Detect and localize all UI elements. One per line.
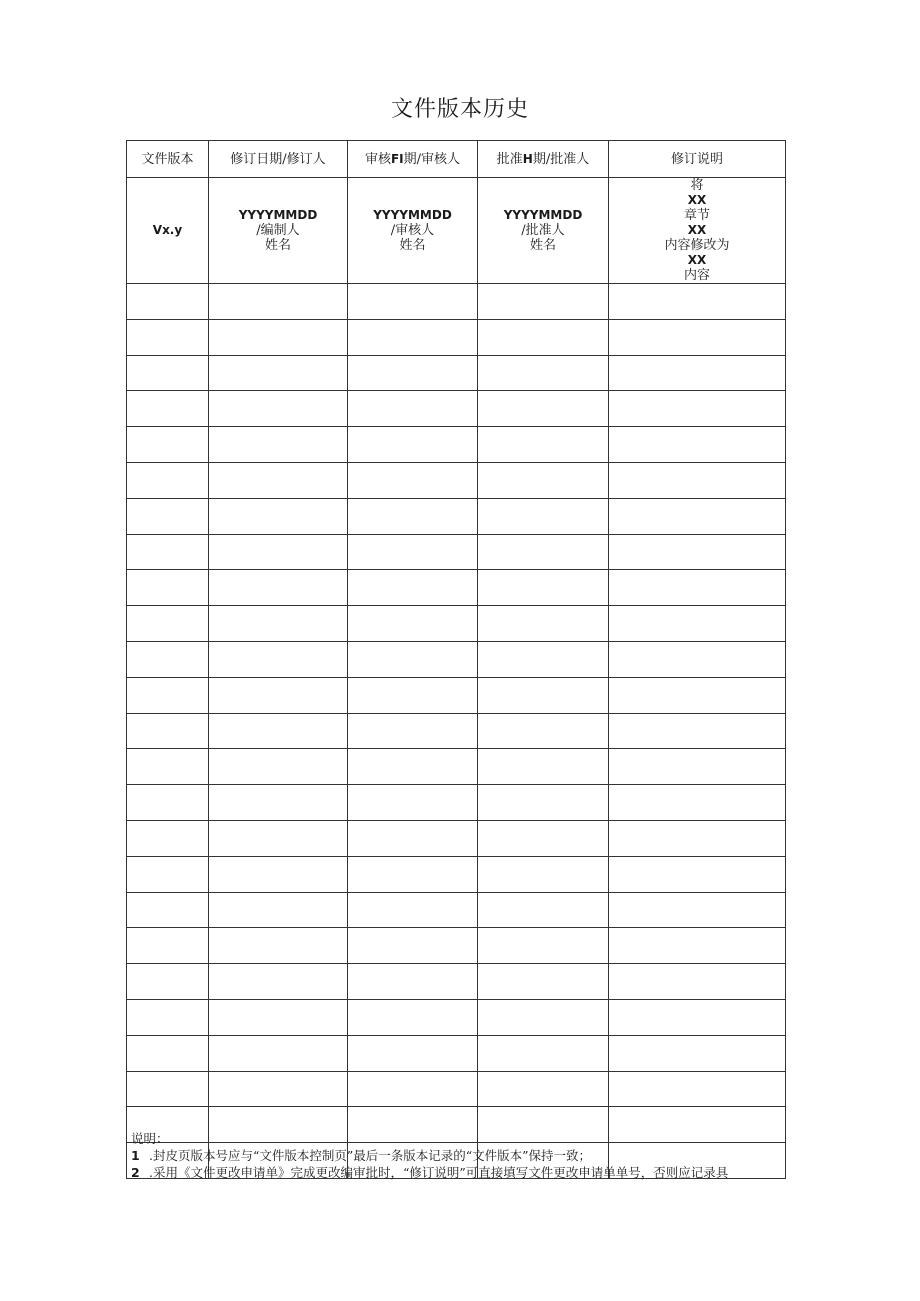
table-cell[interactable] <box>209 427 348 463</box>
table-cell[interactable] <box>609 570 786 606</box>
version-history-table <box>126 140 786 1179</box>
table-row <box>127 713 786 749</box>
table-cell[interactable] <box>209 1071 348 1107</box>
notes-label: 说明： <box>131 1131 169 1146</box>
table-cell[interactable] <box>209 606 348 642</box>
table-cell[interactable] <box>348 928 478 964</box>
table-cell[interactable] <box>348 534 478 570</box>
note-item: 2 .采用《文件更改申请单》完成更改编审批时，“修订说明”可直接填写文件更改申请单单号，否则应记录具 <box>131 1165 729 1180</box>
table-cell[interactable] <box>609 713 786 749</box>
table-cell[interactable] <box>609 677 786 713</box>
header-revise-date: 修订日期/修订人 <box>209 141 348 178</box>
notes <box>131 1130 728 1181</box>
sample-description: 将 XX 章节 XX 内容修改为 XX 内容 <box>609 178 786 284</box>
table-row <box>127 355 786 391</box>
table-cell[interactable] <box>478 928 609 964</box>
table-cell[interactable] <box>478 820 609 856</box>
table-cell[interactable] <box>209 820 348 856</box>
sample-revise: YYYYMMDD /编制人 姓名 <box>209 178 348 284</box>
table-cell[interactable] <box>348 462 478 498</box>
table-cell[interactable] <box>348 785 478 821</box>
table-row <box>127 498 786 534</box>
table-row <box>127 391 786 427</box>
table-cell[interactable] <box>348 677 478 713</box>
table-cell[interactable] <box>609 892 786 928</box>
table-cell[interactable] <box>209 498 348 534</box>
table-cell[interactable] <box>348 749 478 785</box>
table-row <box>127 785 786 821</box>
table-cell[interactable] <box>209 749 348 785</box>
table-cell[interactable] <box>348 570 478 606</box>
header-version: 文件版本 <box>127 141 209 178</box>
table-cell[interactable] <box>609 606 786 642</box>
table-cell[interactable] <box>478 498 609 534</box>
table-cell[interactable] <box>127 355 209 391</box>
table-cell[interactable] <box>609 964 786 1000</box>
table-cell[interactable] <box>348 1035 478 1071</box>
table-cell[interactable] <box>127 284 209 320</box>
table-cell[interactable] <box>478 319 609 355</box>
table-cell[interactable] <box>348 391 478 427</box>
table-cell[interactable] <box>209 391 348 427</box>
table-cell[interactable] <box>127 677 209 713</box>
table-cell[interactable] <box>478 999 609 1035</box>
sample-review: YYYYMMDD /审核人 姓名 <box>348 178 478 284</box>
table-cell[interactable] <box>209 319 348 355</box>
table-cell[interactable] <box>609 1071 786 1107</box>
table-cell[interactable] <box>609 284 786 320</box>
table-cell[interactable] <box>348 284 478 320</box>
table-row <box>127 641 786 677</box>
page-title: 文件版本历史 <box>390 97 529 122</box>
table-cell[interactable] <box>609 1035 786 1071</box>
table-cell[interactable] <box>609 785 786 821</box>
table-cell[interactable] <box>348 641 478 677</box>
table-cell[interactable] <box>348 999 478 1035</box>
table-cell[interactable] <box>127 534 209 570</box>
table-cell[interactable] <box>127 570 209 606</box>
table-cell[interactable] <box>209 462 348 498</box>
table-row <box>127 570 786 606</box>
table-cell[interactable] <box>209 570 348 606</box>
note-item: 1 .封皮页版本号应与“文件版本控制页”最后一条版本记录的“文件版本”保持一致； <box>131 1148 592 1163</box>
table-cell[interactable] <box>127 1035 209 1071</box>
table-cell[interactable] <box>478 355 609 391</box>
table-cell[interactable] <box>127 319 209 355</box>
table-cell[interactable] <box>609 820 786 856</box>
table-cell[interactable] <box>127 713 209 749</box>
table-cell[interactable] <box>127 856 209 892</box>
header-description: 修订说明 <box>609 141 786 178</box>
table-cell[interactable] <box>127 427 209 463</box>
table-cell[interactable] <box>609 534 786 570</box>
table-row <box>127 820 786 856</box>
table-cell[interactable] <box>348 964 478 1000</box>
table-cell[interactable] <box>609 856 786 892</box>
table-row <box>127 1071 786 1107</box>
table-cell[interactable] <box>348 820 478 856</box>
table-cell[interactable] <box>209 713 348 749</box>
header-row <box>127 141 786 178</box>
table-cell[interactable] <box>127 749 209 785</box>
table-cell[interactable] <box>478 606 609 642</box>
table-row <box>127 892 786 928</box>
table-cell[interactable] <box>609 462 786 498</box>
table-cell[interactable] <box>478 570 609 606</box>
table-cell[interactable] <box>478 749 609 785</box>
table-cell[interactable] <box>478 534 609 570</box>
table-cell[interactable] <box>478 641 609 677</box>
table-cell[interactable] <box>127 928 209 964</box>
sample-version: Vx.y <box>127 178 209 284</box>
table-row <box>127 928 786 964</box>
table-cell[interactable] <box>209 785 348 821</box>
table-row <box>127 1035 786 1071</box>
table-cell[interactable] <box>478 427 609 463</box>
table-row <box>127 677 786 713</box>
table-cell[interactable] <box>127 641 209 677</box>
table-cell[interactable] <box>348 856 478 892</box>
table-cell[interactable] <box>478 785 609 821</box>
table-cell[interactable] <box>348 713 478 749</box>
table-cell[interactable] <box>348 427 478 463</box>
table-cell[interactable] <box>609 391 786 427</box>
table-cell[interactable] <box>209 355 348 391</box>
table-row <box>127 284 786 320</box>
table-row <box>127 462 786 498</box>
table-cell[interactable] <box>478 892 609 928</box>
table-row <box>127 427 786 463</box>
table-cell[interactable] <box>609 749 786 785</box>
sample-row <box>127 178 786 284</box>
table-cell[interactable] <box>478 462 609 498</box>
header-approve-date: 批准H期/批准人 <box>478 141 609 178</box>
table-cell[interactable] <box>127 964 209 1000</box>
table-cell[interactable] <box>127 606 209 642</box>
table-cell[interactable] <box>348 319 478 355</box>
table-row <box>127 319 786 355</box>
table-cell[interactable] <box>209 641 348 677</box>
table-cell[interactable] <box>348 355 478 391</box>
sample-approve: YYYYMMDD /批准人 姓名 <box>478 178 609 284</box>
table-cell[interactable] <box>609 355 786 391</box>
table-cell[interactable] <box>127 892 209 928</box>
table-row <box>127 534 786 570</box>
table-cell[interactable] <box>478 391 609 427</box>
table-cell[interactable] <box>209 677 348 713</box>
table-cell[interactable] <box>127 1071 209 1107</box>
table-cell[interactable] <box>127 462 209 498</box>
table-cell[interactable] <box>478 964 609 1000</box>
table-cell[interactable] <box>348 498 478 534</box>
table-cell[interactable] <box>478 677 609 713</box>
table-row <box>127 964 786 1000</box>
table-cell[interactable] <box>609 999 786 1035</box>
table-cell[interactable] <box>478 284 609 320</box>
table-cell[interactable] <box>609 427 786 463</box>
table-cell[interactable] <box>127 999 209 1035</box>
table-cell[interactable] <box>478 856 609 892</box>
table-cell[interactable] <box>609 498 786 534</box>
table-row <box>127 749 786 785</box>
table-cell[interactable] <box>209 856 348 892</box>
table-cell[interactable] <box>127 820 209 856</box>
table-cell[interactable] <box>609 319 786 355</box>
table-row <box>127 856 786 892</box>
table-cell[interactable] <box>209 1035 348 1071</box>
table-cell[interactable] <box>478 1071 609 1107</box>
table-row <box>127 606 786 642</box>
table-cell[interactable] <box>127 391 209 427</box>
header-review-date: 审核FI期/审核人 <box>348 141 478 178</box>
table-cell[interactable] <box>209 928 348 964</box>
table-cell[interactable] <box>478 1035 609 1071</box>
table-cell[interactable] <box>127 785 209 821</box>
table-cell[interactable] <box>478 713 609 749</box>
table-cell[interactable] <box>348 892 478 928</box>
table-cell[interactable] <box>209 284 348 320</box>
table-cell[interactable] <box>348 1071 478 1107</box>
table-cell[interactable] <box>209 999 348 1035</box>
table-cell[interactable] <box>209 534 348 570</box>
table-cell[interactable] <box>348 606 478 642</box>
table-cell[interactable] <box>209 892 348 928</box>
table-row <box>127 999 786 1035</box>
table-cell[interactable] <box>209 964 348 1000</box>
table-cell[interactable] <box>127 498 209 534</box>
table-cell[interactable] <box>609 928 786 964</box>
table-cell[interactable] <box>609 641 786 677</box>
